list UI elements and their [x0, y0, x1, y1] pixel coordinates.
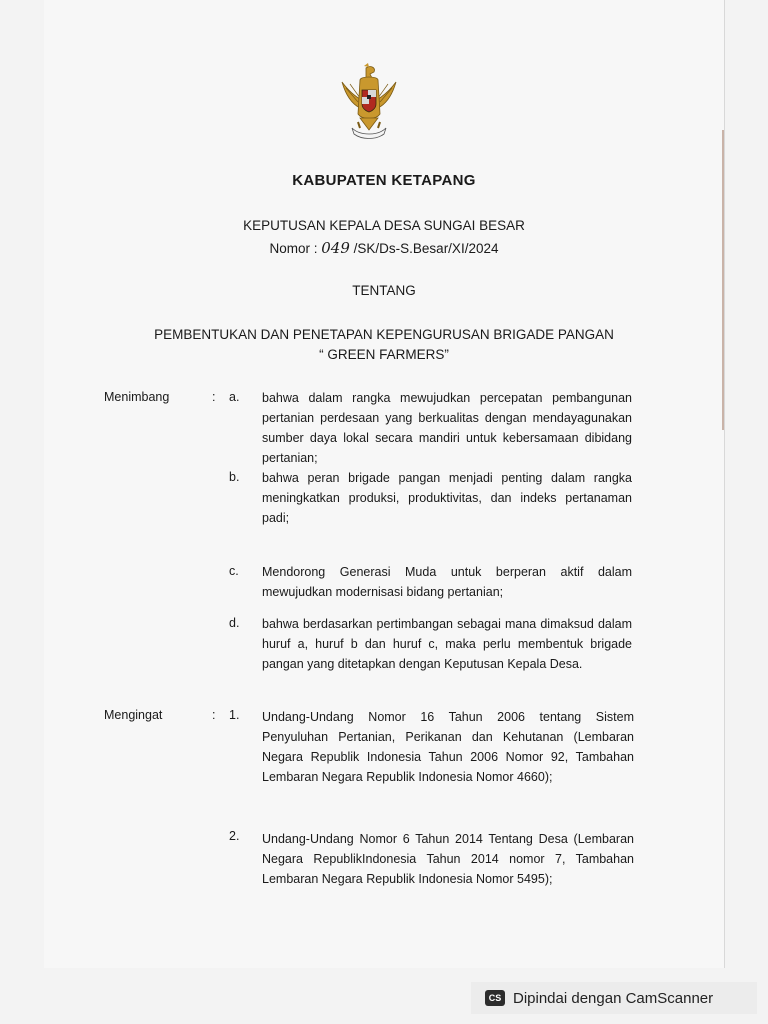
subject-line-1: PEMBENTUKAN DAN PENETAPAN KEPENGURUSAN BRIGADE PANGAN — [154, 327, 614, 342]
decree-number-prefix: Nomor : — [269, 241, 322, 256]
camscanner-logo-icon: CS — [485, 990, 505, 1006]
menimbang-marker-c: c. — [229, 564, 239, 578]
decree-number — [44, 239, 724, 257]
menimbang-item-b: bahwa peran brigade pangan menjadi penting dalam rangka meningkatkan produksi, produktivitas, dan indeks pertanaman padi; — [262, 471, 632, 525]
menimbang-marker-d: d. — [229, 616, 240, 630]
decree-number-handwritten: 049 — [321, 239, 350, 257]
menimbang-label: Menimbang — [104, 390, 170, 404]
menimbang-item-a: bahwa dalam rangka mewujudkan percepatan pembangunan pertanian perdesaan yang berkualitas dengan mendayagunakan sumber daya lokal secara mandiri untuk kebersamaan dibidang pertanian; — [262, 391, 632, 465]
region-title: KABUPATEN KETAPANG — [292, 172, 476, 189]
garuda-emblem-icon — [336, 62, 402, 140]
camscanner-badge — [471, 982, 757, 1014]
camscanner-label: Dipindai dengan CamScanner — [513, 989, 714, 1007]
mengingat-marker-1: 1. — [229, 708, 240, 722]
menimbang-item-d: bahwa berdasarkan pertimbangan sebagai mana dimaksud dalam huruf a, huruf b dan huruf c, maka perlu membentuk brigade pangan yang ditetapkan dengan Keputusan Kepala Desa. — [262, 617, 632, 671]
decree-number-suffix: /SK/Ds-S.Besar/XI/2024 — [349, 241, 499, 256]
menimbang-marker-a: a. — [229, 390, 240, 404]
subject-line-2: “ GREEN FARMERS” — [319, 347, 449, 362]
menimbang-marker-b: b. — [229, 470, 240, 484]
mengingat-item-2: Undang-Undang Nomor 6 Tahun 2014 Tentang Desa (Lembaran Negara RepublikIndonesia Tahun 2014 nomor 7, Tambahan Lembaran Negara Republik Indonesia Nomor 5495); — [262, 832, 634, 886]
mengingat-item-1: Undang-Undang Nomor 16 Tahun 2006 tentang Sistem Penyuluhan Pertanian, Perikanan dan Kehutanan (Lembaran Negara Republik Indonesia Tahun 2006 Nomor 92, Tambahan Lembaran Negara Republik Indonesia Nomor 4660); — [262, 710, 634, 784]
mengingat-colon: : — [212, 708, 216, 722]
mengingat-label: Mengingat — [104, 708, 163, 722]
mengingat-marker-2: 2. — [229, 829, 240, 843]
decree-title: KEPUTUSAN KEPALA DESA SUNGAI BESAR — [243, 218, 525, 233]
menimbang-item-c: Mendorong Generasi Muda untuk berperan aktif dalam mewujudkan modernisasi bidang pertanian; — [262, 565, 632, 599]
about-heading: TENTANG — [352, 283, 416, 298]
menimbang-colon: : — [212, 390, 216, 404]
